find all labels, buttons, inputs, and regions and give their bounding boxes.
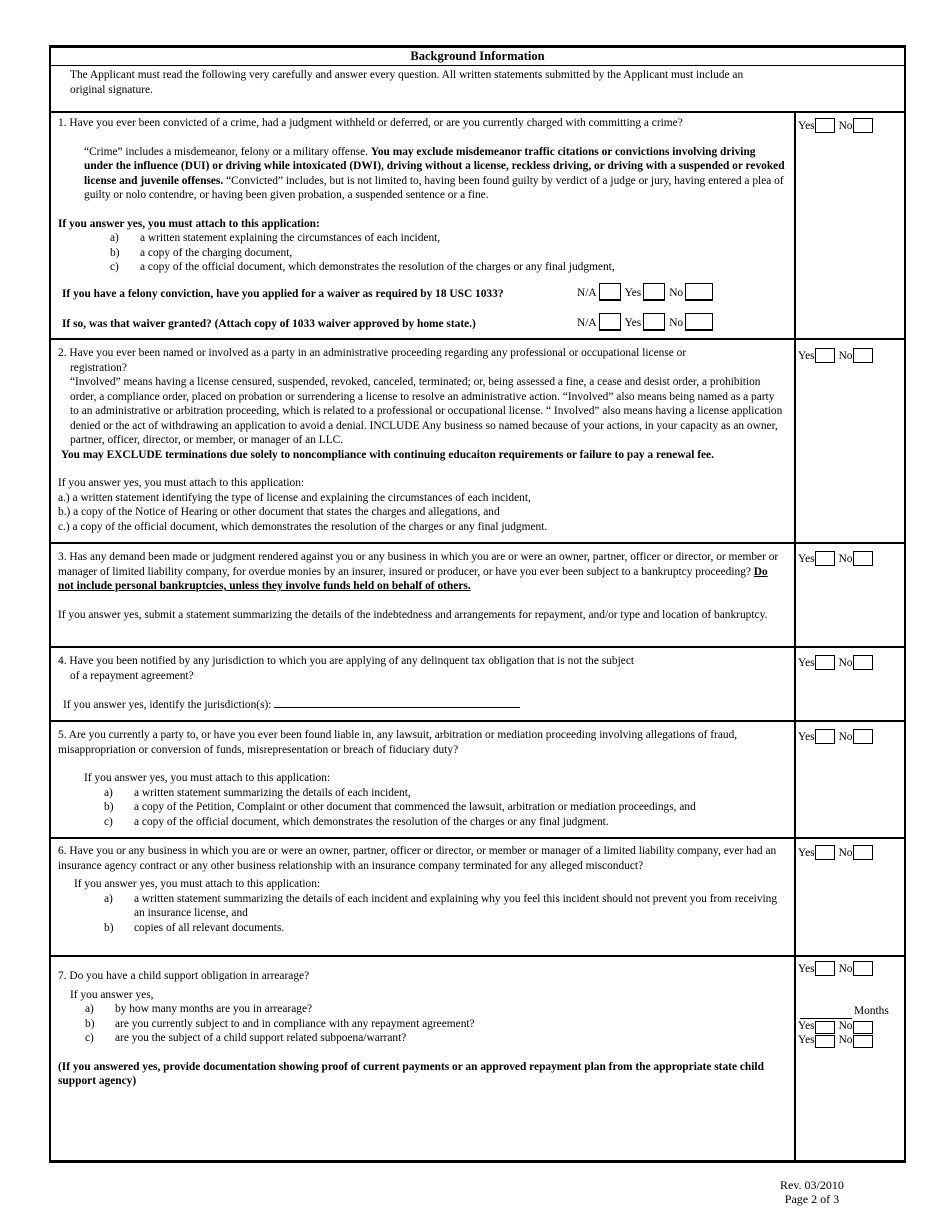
question-5 (58, 728, 786, 829)
question-7b-no-checkbox[interactable] (853, 1021, 873, 1034)
question-3-no-checkbox[interactable] (853, 551, 873, 566)
question-4-followup: If you answer yes, identify the jurisdiction(s): (58, 697, 786, 713)
question-1-no-checkbox[interactable] (853, 118, 873, 133)
question-7c-no-checkbox[interactable] (853, 1035, 873, 1048)
revision-label: Rev. 03/2010 (780, 1178, 844, 1192)
felony-waiver-na-checkbox[interactable] (599, 283, 621, 301)
divider (51, 542, 904, 544)
answer-column-divider (794, 113, 796, 1160)
question-5-text: 5. Are you currently a party to, or have you ever been found liable in, any lawsuit, arbitration or mediation proceeding involving allegations of fraud, misappropriation or conversion of funds, misrepresentation or breach of fiduciary duty? (58, 729, 738, 756)
list-item: c) a copy of the official document, which demonstrates the resolution of the charges or any final judgment, (110, 261, 615, 273)
question-3-followup: If you answer yes, submit a statement summarizing the details of the indebtedness and arrangements for repayment, and/or type and location of bankruptcy. (58, 608, 768, 621)
question-4-text: 4. Have you been notified by any jurisdiction to which you are applying of any delinquent tax obligation that is not the subject (58, 655, 635, 667)
question-2-no-checkbox[interactable] (853, 348, 873, 363)
question-4 (58, 654, 786, 713)
question-7-text: 7. Do you have a child support obligation in arrearage? (58, 970, 310, 982)
question-4-no-checkbox[interactable] (853, 655, 873, 670)
question-7-list (58, 1002, 786, 1046)
child-support-note: (If you answered yes, provide documentation showing proof of current payments or an approved repayment plan from the appropriate state child support agency) (58, 1060, 764, 1087)
list-item: a) by how many months are you in arrearage? (85, 1003, 313, 1015)
question-6-attach-heading: If you answer yes, you must attach to this application: (74, 878, 321, 890)
list-item: b) a copy of the Petition, Complaint or other document that commenced the lawsuit, arbitration or mediation proceedings, and (104, 801, 696, 813)
exclude-note: You may EXCLUDE terminations due solely to noncompliance with continuing educaiton requirements or failure to pay a renewal fee. (61, 448, 714, 461)
question-1-attach-list (58, 231, 786, 275)
arrearage-months: Months (800, 1004, 889, 1019)
question-4-text-cont: of a repayment agreement? (70, 669, 194, 682)
page-footer (780, 1178, 844, 1206)
question-7-lead: If you answer yes, (70, 988, 154, 1001)
question-6-attach-list (58, 892, 786, 936)
waiver-granted-no-checkbox[interactable] (685, 313, 713, 331)
list-item: b) copies of all relevant documents. (104, 921, 285, 934)
waiver-granted-question: If so, was that waiver granted? (Attach copy of 1033 waiver approved by home state.) (62, 317, 476, 330)
question-5-no-checkbox[interactable] (853, 729, 873, 744)
question-1-text: 1. Have you ever been convicted of a crime, had a judgment withheld or deferred, or are you currently charged with committing a crime? (58, 117, 683, 129)
waiver-granted-options: N/A Yes No (577, 313, 717, 331)
question-2-answer: Yes No (798, 348, 873, 363)
list-item: a.) a written statement identifying the type of license and explaining the circumstances of each incident, (58, 491, 531, 504)
question-1-answer: Yes No (798, 118, 873, 133)
question-6-text: 6. Have you or any business in which you are or were an owner, partner, officer or director, or member or manager of a limited liability company, ever had an insurance agency contract or any other business relationship with an insurance company terminated for any alleged misconduct? (58, 845, 777, 872)
waiver-granted-na-checkbox[interactable] (599, 313, 621, 331)
question-3 (58, 550, 786, 622)
question-7b-answer: Yes No (798, 1019, 873, 1034)
question-5-attach-heading: If you answer yes, you must attach to this application: (84, 772, 331, 784)
waiver-granted-row (58, 313, 786, 333)
felony-waiver-options: N/A Yes No (577, 283, 717, 301)
question-7c-yes-checkbox[interactable] (815, 1035, 835, 1048)
question-7-answer: Yes No (798, 961, 873, 976)
list-item: b.) a copy of the Notice of Hearing or other document that states the charges and allegations, and (58, 506, 500, 518)
felony-waiver-question: If you have a felony conviction, have you applied for a waiver as required by 18 USC 1033? (62, 287, 504, 300)
list-item: b) are you currently subject to and in compliance with any repayment agreement? (85, 1017, 475, 1030)
list-item: c) are you the subject of a child support related subpoena/warrant? (85, 1032, 407, 1044)
question-3-text: 3. Has any demand been made or judgment rendered against you or any business in which you are or were an owner, partner, officer or director, or member or manager of limited liability company, for overdue monies by an insurer, insured or producer, or have you ever been subject to a bankruptcy proceeding? Do not include personal bankruptcies, unless they involve funds held on behalf of others. (58, 551, 779, 592)
background-information-form (49, 45, 906, 1163)
divider (51, 720, 904, 722)
question-4-yes-checkbox[interactable] (815, 655, 835, 670)
question-1-attach-heading: If you answer yes, you must attach to this application: (58, 217, 320, 230)
question-7-yes-checkbox[interactable] (815, 961, 835, 976)
question-1 (58, 116, 786, 333)
question-2-text: 2. Have you ever been named or involved as a party in an administrative proceeding regarding any professional or occupational license or (58, 347, 687, 359)
question-6-answer: Yes No (798, 845, 873, 860)
list-item: a) a written statement summarizing the details of each incident and explaining why you feel this incident should not prevent you from receiving an insurance license, and (104, 892, 778, 919)
question-6-no-checkbox[interactable] (853, 845, 873, 860)
question-6 (58, 844, 786, 935)
section-title: Background Information (51, 48, 904, 66)
felony-waiver-applied-row (58, 283, 786, 303)
question-7-no-checkbox[interactable] (853, 961, 873, 976)
felony-waiver-no-checkbox[interactable] (685, 283, 713, 301)
question-3-answer: Yes No (798, 551, 873, 566)
list-item: a) a written statement summarizing the details of each incident, (104, 786, 411, 799)
question-2 (58, 346, 786, 534)
question-5-yes-checkbox[interactable] (815, 729, 835, 744)
question-2-text-cont: registration? (70, 361, 127, 374)
question-1-yes-checkbox[interactable] (815, 118, 835, 133)
divider (51, 111, 904, 113)
list-item: c) a copy of the official document, which demonstrates the resolution of the charges or any final judgment. (104, 815, 609, 828)
divider (51, 837, 904, 839)
divider (51, 955, 904, 957)
jurisdiction-field[interactable] (274, 697, 520, 708)
question-3-yes-checkbox[interactable] (815, 551, 835, 566)
divider (51, 338, 904, 340)
question-2-attach-heading: If you answer yes, you must attach to this application: (58, 477, 305, 489)
felony-waiver-yes-checkbox[interactable] (643, 283, 665, 301)
question-6-yes-checkbox[interactable] (815, 845, 835, 860)
question-7 (58, 969, 786, 1089)
question-4-answer: Yes No (798, 655, 873, 670)
divider (51, 646, 904, 648)
question-7b-yes-checkbox[interactable] (815, 1021, 835, 1034)
list-item: c.) a copy of the official document, which demonstrates the resolution of the charges or any final judgment. (58, 520, 548, 533)
question-5-attach-list (58, 786, 786, 830)
list-item: a) a written statement explaining the circumstances of each incident, (110, 232, 441, 244)
question-2-yes-checkbox[interactable] (815, 348, 835, 363)
question-7c-answer: Yes No (798, 1033, 873, 1048)
list-item: b) a copy of the charging document, (110, 246, 293, 259)
page-number: Page 2 of 3 (784, 1192, 840, 1206)
crime-definition: “Crime” includes a misdemeanor, felony or a military offense. You may exclude misdemeanor traffic citations or convictions involving driving under the influence (DUI) or driving while intoxicated (DWI), driving without a license, reckless driving, or driving with a suspended or revoked license and juvenile offenses. “Convicted” includes, but is not limited to, having been found guilty by verdict of a judge or jury, having entered a plea of guilty or nolo contendre, or having been given probation, a suspended sentence or a fine. (84, 145, 785, 201)
intro-text: The Applicant must read the following very carefully and answer every question. All written statements submitted by the Applicant must include an original signature. (70, 69, 744, 96)
question-5-answer: Yes No (798, 729, 873, 744)
months-field[interactable] (800, 1006, 852, 1019)
involved-definition: “Involved” means having a license censured, suspended, revoked, canceled, terminated; or, being assessed a fine, a cease and desist order, a prohibition order, a compliance order, placed on probation or surrendering a license to resolve an administrative action. “Involved” also means being named as a party to an administrative or arbitration proceeding, which is related to a professional or occupational license. “ Involved” also means having a license application denied or the act of withdrawing an application to avoid a denial. INCLUDE Any business so named because of your actions, in your capacity as an owner, partner, officer, director, or member, or manager of an LLC. (70, 376, 783, 446)
waiver-granted-yes-checkbox[interactable] (643, 313, 665, 331)
